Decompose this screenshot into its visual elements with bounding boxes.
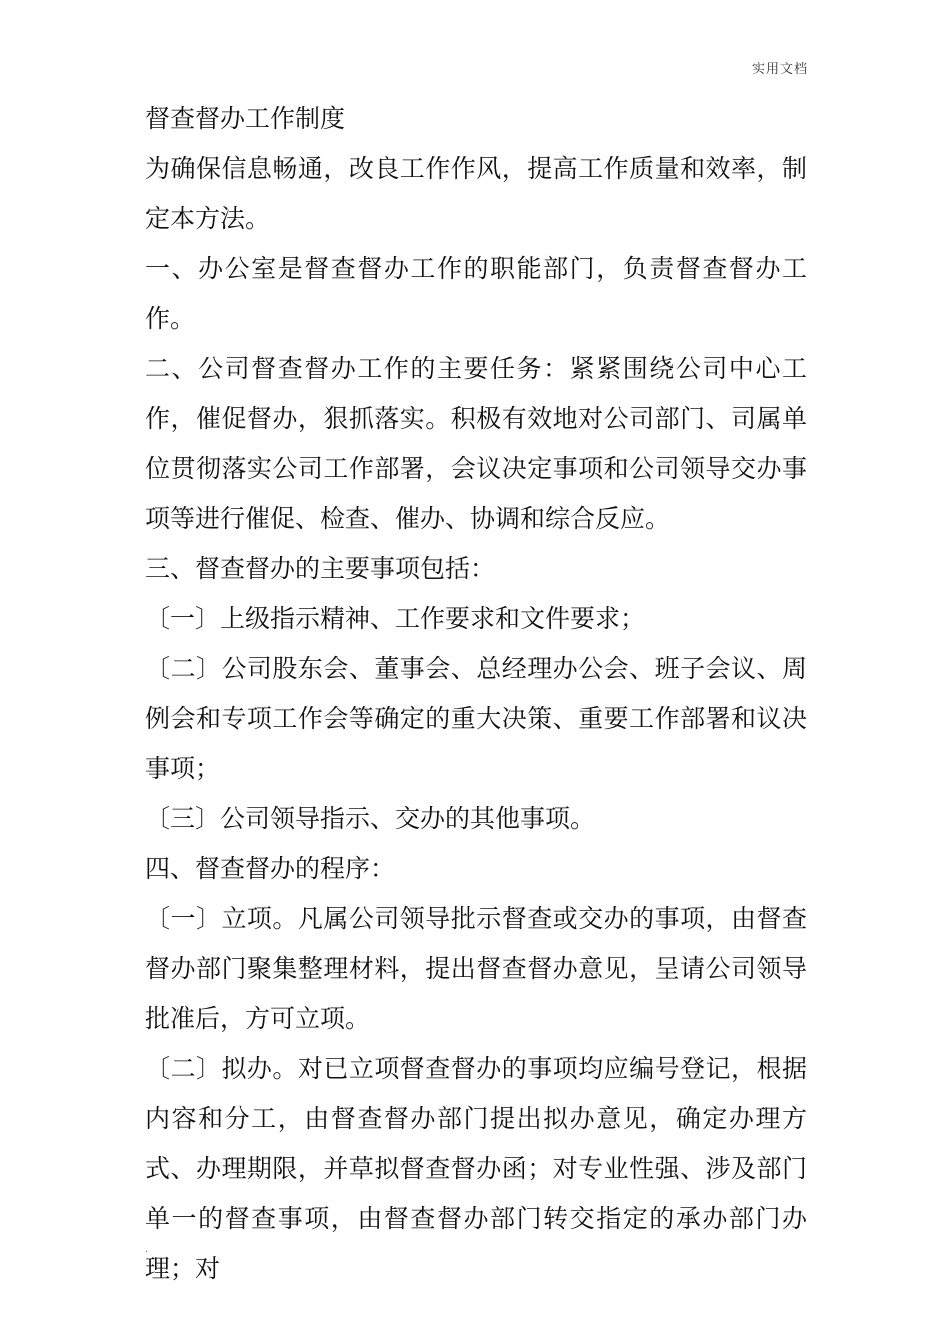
paragraph-section-2: 二、公司督查督办工作的主要任务：紧紧围绕公司中心工作，催促督办，狠抓落实。积极有效地对公司部门、司属单位贯彻落实公司工作部署，会议决定事项和公司领导交办事项等进行催促、检查、催办、协调和综合反应。 (145, 354, 807, 533)
paragraph-section-4-item-1: 〔一〕立项。凡属公司领导批示督查或交办的事项，由督查督办部门聚集整理材料，提出督查督办意见，呈请公司领导批准后，方可立项。 (145, 904, 807, 1033)
document-body (145, 94, 807, 1294)
paragraph-section-3-item-3: 〔三〕公司领导指示、交办的其他事项。 (145, 804, 596, 833)
header-note: 实用文档 (751, 62, 808, 77)
footer-mark: . (145, 1244, 149, 1255)
paragraph-section-3-item-1: 〔一〕上级指示精神、工作要求和文件要求； (145, 604, 646, 633)
paragraph-section-4: 四、督查督办的程序： (145, 854, 396, 883)
paragraph-section-1: 一、办公室是督查督办工作的职能部门，负责督查督办工作。 (145, 254, 807, 333)
paragraph-intro: 为确保信息畅通，改良工作作风，提高工作质量和效率，制定本方法。 (145, 154, 807, 233)
document-title: 督查督办工作制度 (145, 104, 346, 133)
paragraph-section-3-item-2: 〔二〕公司股东会、董事会、总经理办公会、班子会议、周例会和专项工作会等确定的重大决策、重要工作部署和议决事项； (145, 654, 807, 783)
paragraph-section-3: 三、督查督办的主要事项包括： (145, 554, 496, 583)
paragraph-section-4-item-2: 〔二〕拟办。对已立项督查督办的事项均应编号登记，根据内容和分工，由督查督办部门提出拟办意见，确定办理方式、办理期限，并草拟督查督办函；对专业性强、涉及部门单一的督查事项，由督查督办部门转交指定的承办部门办理；对 (145, 1054, 807, 1283)
